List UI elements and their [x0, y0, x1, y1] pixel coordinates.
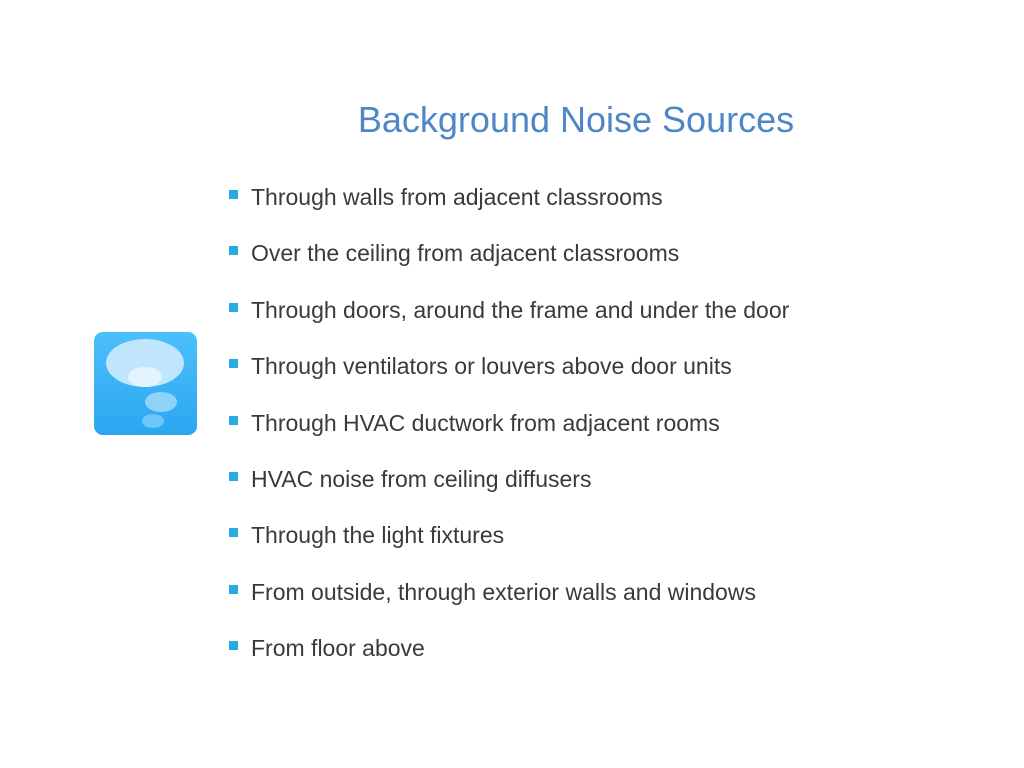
list-item: [229, 294, 789, 350]
bullet-text: Through HVAC ductwork from adjacent rooms: [251, 409, 720, 436]
slide-title: Background Noise Sources: [357, 99, 795, 140]
bullet-text: HVAC noise from ceiling diffusers: [251, 465, 592, 492]
bullet-text: From outside, through exterior walls and windows: [251, 578, 756, 605]
list-item: [229, 519, 789, 575]
square-bullet-icon: [229, 246, 238, 255]
list-item: [229, 407, 789, 463]
list-item: [229, 632, 789, 688]
title-area: [0, 0, 1024, 160]
bullet-text: From floor above: [251, 635, 425, 662]
bullet-list: [229, 181, 789, 689]
list-item: [229, 576, 789, 632]
bullet-text: Over the ceiling from adjacent classrooms: [251, 240, 680, 267]
bullet-text: Through the light fixtures: [251, 522, 505, 549]
square-bullet-icon: [229, 528, 238, 537]
square-bullet-icon: [229, 472, 238, 481]
square-bullet-icon: [229, 359, 238, 368]
bullet-text: Through doors, around the frame and under the door: [251, 296, 790, 323]
list-item: [229, 350, 789, 406]
bullet-text: Through ventilators or louvers above door units: [251, 353, 732, 380]
square-bullet-icon: [229, 416, 238, 425]
thought-bubble-icon: [94, 332, 197, 435]
square-bullet-icon: [229, 585, 238, 594]
bullet-text: Through walls from adjacent classrooms: [251, 184, 663, 210]
square-bullet-icon: [229, 303, 238, 312]
square-bullet-icon: [229, 190, 238, 199]
list-item: [229, 463, 789, 519]
square-bullet-icon: [229, 641, 238, 650]
list-item: [229, 237, 789, 293]
list-item: [229, 181, 789, 237]
